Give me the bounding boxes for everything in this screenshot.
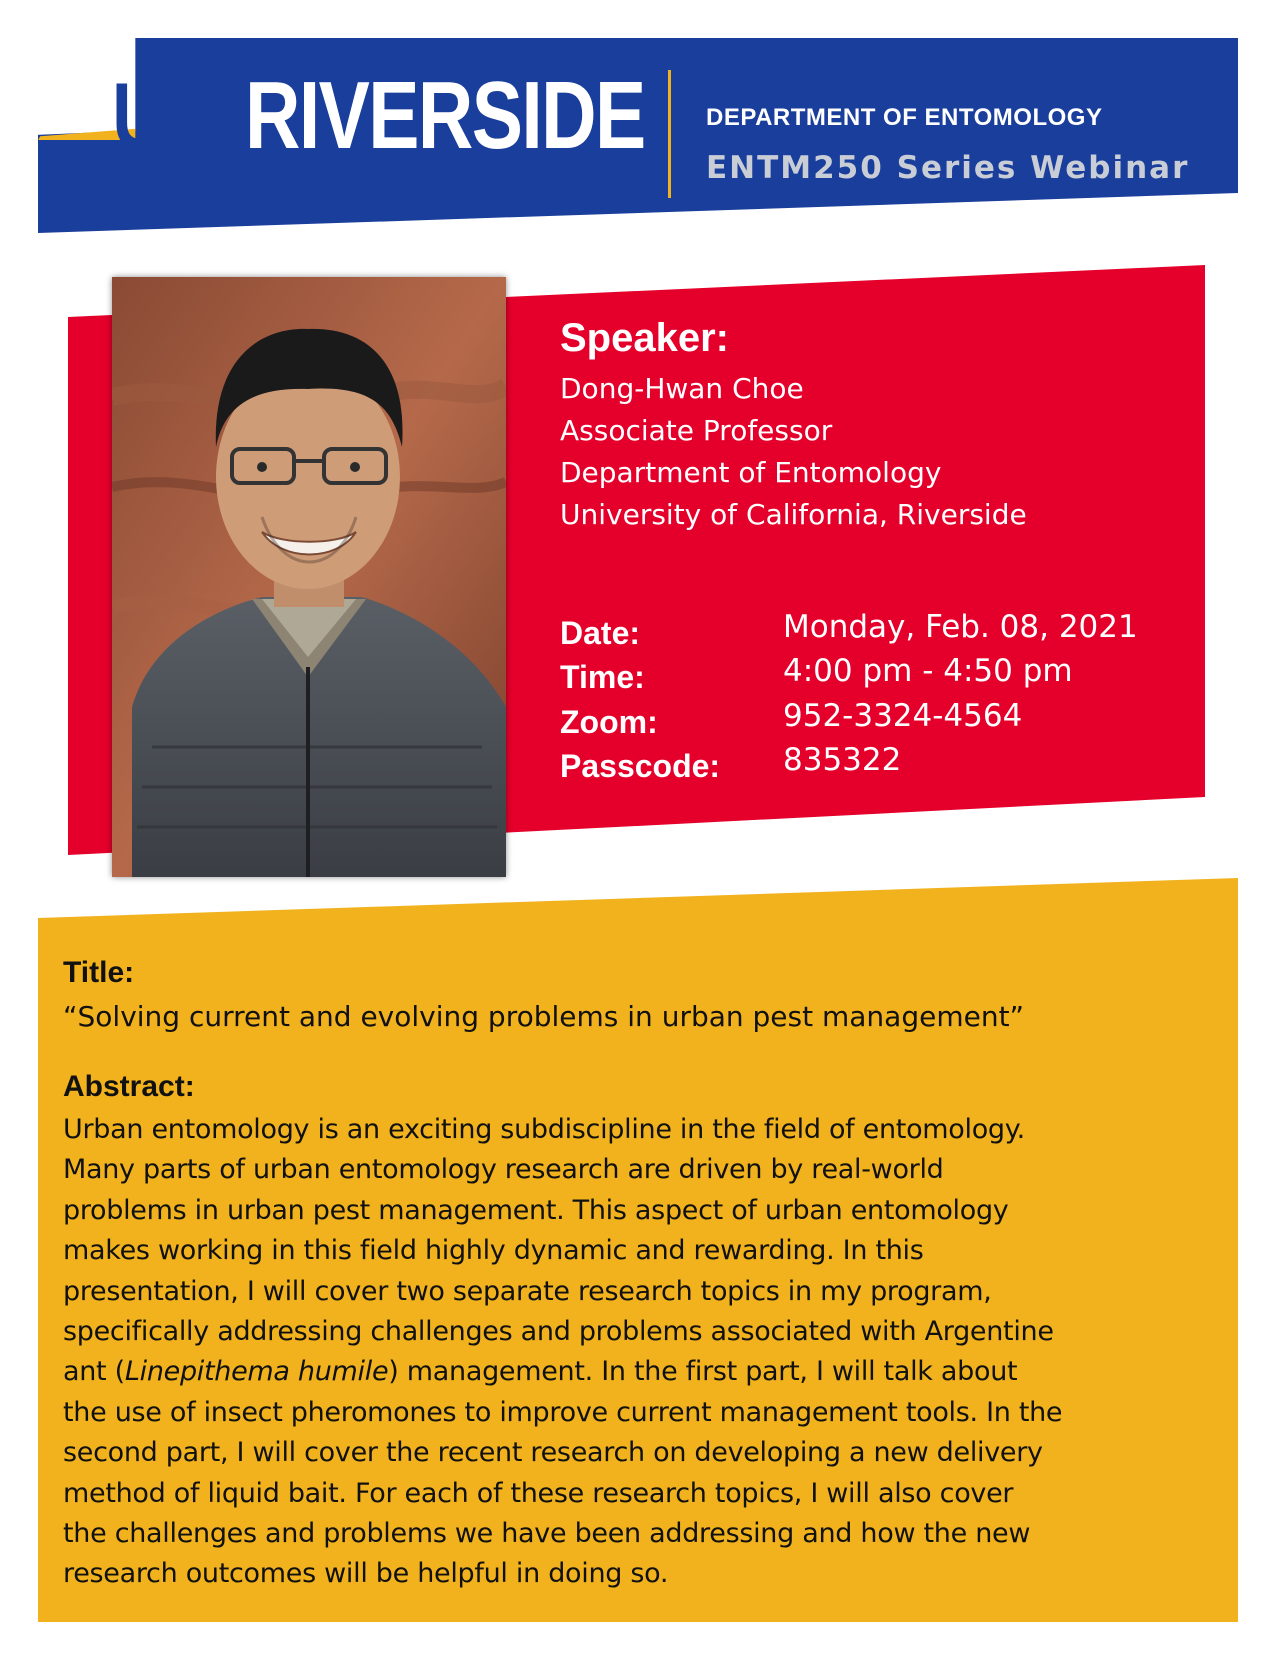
abstract-line: second part, I will cover the recent research on developing a new delivery (63, 1437, 1043, 1469)
abstract-line: problems in urban pest management. This aspect of urban entomology (63, 1194, 1009, 1226)
speaker-name: Dong-Hwan Choe (560, 372, 804, 405)
header-banner (0, 0, 1275, 260)
logo-riverside-text: RIVERSIDE (245, 62, 645, 169)
series-heading: ENTM250 Series Webinar (706, 150, 1190, 186)
logo-uc-text: UC (112, 63, 212, 168)
abstract-text (63, 1110, 1223, 1595)
passcode-label: Passcode: (560, 748, 721, 784)
species-name: Linepithema humile (124, 1356, 389, 1388)
date-label: Date: (560, 615, 641, 651)
date-value: Monday, Feb. 08, 2021 (783, 609, 1138, 645)
header-divider (668, 70, 671, 198)
speaker-portrait (112, 277, 506, 877)
abstract-fragment: ) management. In the first part, I will talk about (388, 1356, 1018, 1388)
department-heading: DEPARTMENT OF ENTOMOLOGY (706, 104, 1103, 131)
passcode-value: 835322 (783, 742, 902, 778)
title-label: Title: (63, 956, 135, 989)
talk-title: “Solving current and evolving problems in urban pest management” (63, 1000, 1025, 1033)
abstract-line: research outcomes will be helpful in doing so. (63, 1558, 669, 1590)
time-value: 4:00 pm - 4:50 pm (783, 653, 1073, 689)
abstract-line: makes working in this field highly dynamic and rewarding. In this (63, 1235, 924, 1267)
abstract-line: specifically addressing challenges and problems associated with Argentine (63, 1316, 1054, 1348)
abstract-line: Urban entomology is an exciting subdiscipline in the field of entomology. (63, 1114, 1025, 1145)
abstract-line-species (63, 1352, 1223, 1392)
abstract-line: presentation, I will cover two separate research topics in my program, (63, 1275, 992, 1307)
zoom-value: 952-3324-4564 (783, 698, 1023, 734)
speaker-position: Associate Professor (560, 414, 833, 447)
abstract-fragment: ant ( (63, 1356, 125, 1388)
speaker-department: Department of Entomology (560, 456, 942, 489)
speaker-university: University of California, Riverside (560, 498, 1027, 531)
abstract-line: method of liquid bait. For each of these research topics, I will also cover (63, 1477, 1014, 1509)
abstract-label: Abstract: (63, 1070, 195, 1103)
speaker-label: Speaker: (560, 316, 729, 360)
abstract-line: Many parts of urban entomology research are driven by real-world (63, 1154, 944, 1186)
abstract-line: the challenges and problems we have been addressing and how the new (63, 1518, 1031, 1550)
speaker-details (560, 368, 1027, 536)
zoom-label: Zoom: (560, 704, 658, 740)
speaker-photo (112, 277, 506, 877)
abstract-line: the use of insect pheromones to improve current management tools. In the (63, 1396, 1063, 1428)
time-label: Time: (560, 659, 645, 695)
